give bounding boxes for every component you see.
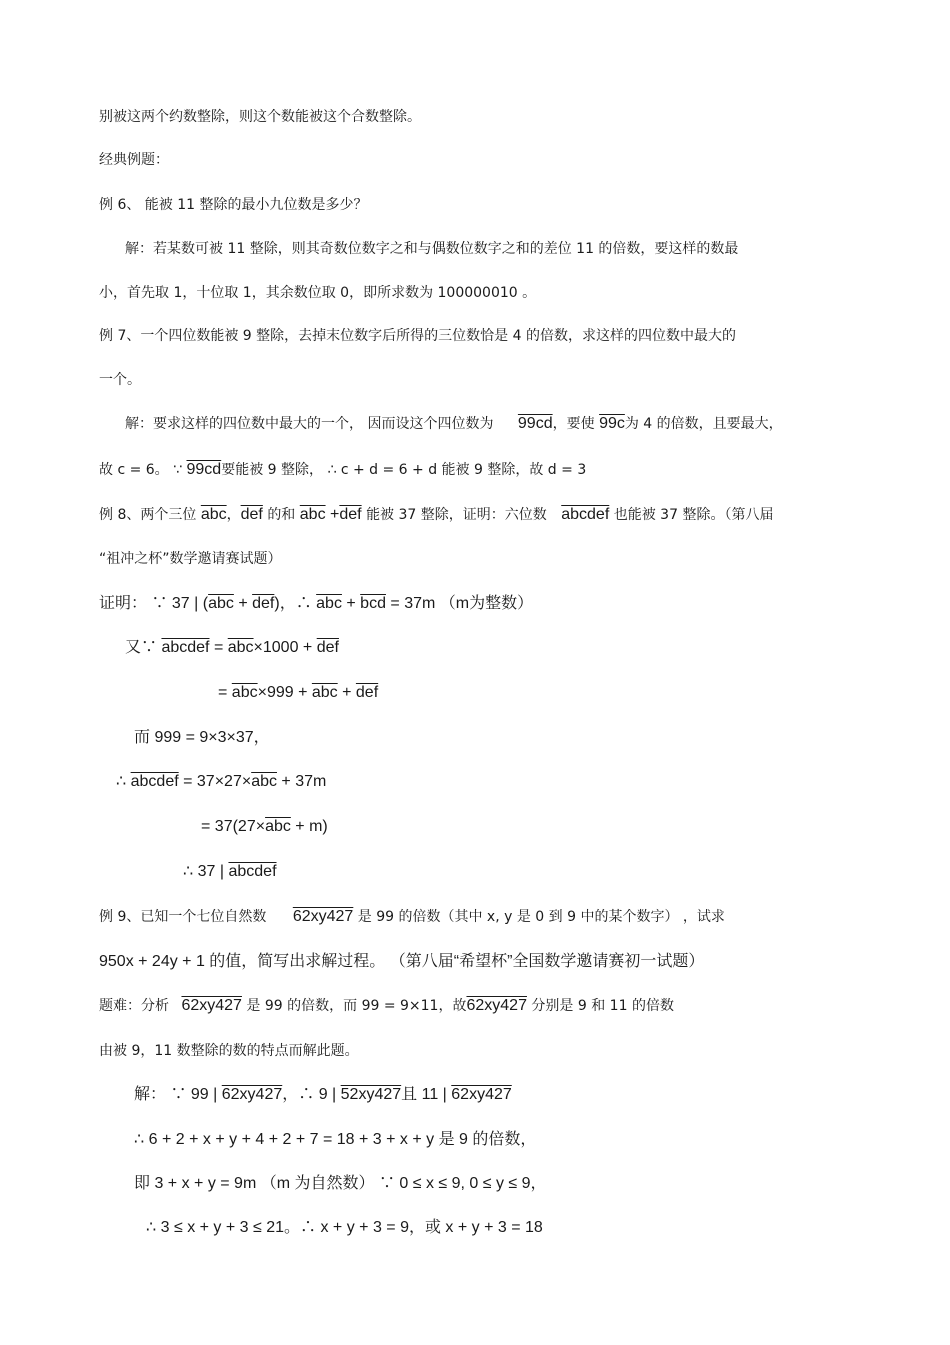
text-segment: + m) xyxy=(290,818,328,835)
proof-line-6 xyxy=(201,817,328,837)
example-6-title: 例 6、 能被 11 整除的最小九位数是多少？ xyxy=(99,197,368,213)
text-segment: 是 99 的倍数，而 99 = 9×11，故 xyxy=(246,998,467,1014)
overlined-number: 99cd xyxy=(186,461,222,478)
overlined-number: 52xy427 xyxy=(340,1086,402,1103)
overlined-number: $\overline{abc}$ xyxy=(316,595,342,612)
overlined-number: abcdef xyxy=(228,863,277,880)
overlined-number: $\overline{abc}$ xyxy=(231,684,258,701)
overlined-number: 99cd xyxy=(517,415,553,432)
text-segment: ，要使 xyxy=(552,416,595,432)
overlined-number: $\overline{abc}$ xyxy=(251,773,277,790)
text-segment: 也能被 37 整除。（第八届 xyxy=(613,507,774,523)
overlined-number: 62xy427 xyxy=(451,1086,512,1103)
section-heading: 经典例题： xyxy=(99,152,169,168)
proof-line-4: 而 999 = 9×3×37， xyxy=(134,729,270,746)
text-segment: + 37m xyxy=(276,773,327,790)
analysis-line-1 xyxy=(99,996,674,1016)
text-segment: ∴ xyxy=(116,773,131,790)
example-9-title xyxy=(99,907,725,927)
proof-line-2 xyxy=(125,638,339,658)
overlined-number: 62xy427 xyxy=(181,997,242,1014)
text-segment: 例 9、已知一个七位自然数 xyxy=(99,909,267,925)
overlined-number: $\overline{def}$ xyxy=(316,639,339,656)
overlined-number: 99c xyxy=(599,415,625,432)
overlined-number: $\overline{def}$ xyxy=(252,595,275,612)
text-segment: ×1000 + xyxy=(253,639,317,656)
text-segment: + xyxy=(341,595,361,612)
solution-7-line-1 xyxy=(125,414,783,434)
overlined-number: 62xy427 xyxy=(292,908,354,925)
overlined-number: $\overline{abc}$ xyxy=(227,639,254,656)
text-segment: + xyxy=(233,595,253,612)
overlined-number: $\overline{bcd}$ xyxy=(360,595,386,612)
example-7-title: 例 7、一个四位数能被 9 整除，去掉末位数字后所得的三位数恰是 4 的倍数，求这样的四位数中最大的 xyxy=(99,328,736,344)
solution-7-line-2 xyxy=(99,460,586,480)
text-segment: 解：要求这样的四位数中最大的一个， 因而设这个四位数为 xyxy=(125,416,494,432)
example-9-title-cont xyxy=(99,952,704,972)
text-segment: ∴ 37 | xyxy=(183,863,229,880)
proof-line-7 xyxy=(183,862,277,882)
text-segment: 又∵ xyxy=(125,639,162,656)
overlined-number: $\overline{abc}$ xyxy=(208,595,234,612)
text-segment: 的和 xyxy=(267,507,296,523)
text-segment: + xyxy=(330,506,340,523)
text-segment: 是 99 的倍数（其中 x, y 是 0 到 9 中的某个数字） ，试求 xyxy=(357,909,725,925)
text-segment: 要能被 9 整除， ∴ c + d = 6 + d 能被 9 整除，故 d = 3 xyxy=(221,462,587,478)
solution-6-line-2: 小，首先取 1，十位取 1，其余数位取 0，即所求数为 100000010 。 xyxy=(99,285,537,301)
overlined-number: $\overline{def}$ xyxy=(355,684,379,701)
text-segment: = xyxy=(218,684,232,701)
text-segment: 例 8、两个三位 xyxy=(99,507,197,523)
proof-line-3 xyxy=(218,683,378,703)
text-segment: 证明： ∵ 37 | ( xyxy=(99,595,209,612)
example-8-title xyxy=(99,505,773,525)
overlined-number: 62xy427 xyxy=(466,997,527,1014)
text-segment: 950x + 24y + 1 的值，简写出求解过程。 （第八届“希望杯”全国数学邀请赛初一试题） xyxy=(99,953,705,970)
solution-9-line-2: ∴ 6 + 2 + x + y + 4 + 2 + 7 = 18 + 3 + x + y 是 9 的倍数， xyxy=(134,1131,537,1148)
analysis-line-2: 由被 9，11 数整除的数的特点而解此题。 xyxy=(99,1043,359,1059)
text-segment: 能被 37 整除，证明：六位数 xyxy=(366,507,547,523)
overlined-number: $\overline{abc}$ xyxy=(311,684,338,701)
text-segment: )，∴ xyxy=(274,595,317,612)
text-line: 别被这两个约数整除，则这个数能被这个合数整除。 xyxy=(99,109,421,125)
text-segment: 分别是 9 和 11 的倍数 xyxy=(531,998,674,1014)
text-segment: = 37m （m为整数） xyxy=(385,595,534,612)
text-segment: = 37×27× xyxy=(178,773,252,790)
text-segment: 故 c = 6。 ∵ xyxy=(99,462,183,478)
overlined-number: abcdef xyxy=(561,506,610,523)
overlined-number: abcdef xyxy=(130,773,179,790)
example-8-source: “祖冲之杯”数学邀请赛试题） xyxy=(99,551,282,567)
overlined-number: $\overline{abc}$ xyxy=(265,818,291,835)
overlined-number: abcdef xyxy=(161,639,210,656)
overlined-number: $\overline{abc}$ xyxy=(200,506,227,523)
overlined-number: $\overline{def}$ xyxy=(240,506,263,523)
text-segment: = xyxy=(209,639,228,656)
text-segment: ，∴ 9 | xyxy=(282,1086,341,1103)
text-segment: + xyxy=(337,684,356,701)
overlined-number: 62xy427 xyxy=(221,1086,283,1103)
solution-9-line-4: ∴ 3 ≤ x + y + 3 ≤ 21。∴ x + y + 3 = 9，或 x + y + 3 = 18 xyxy=(146,1219,543,1236)
text-segment: 且 11 | xyxy=(401,1086,452,1103)
example-7-title-cont: 一个。 xyxy=(99,372,141,388)
text-segment: 解： ∵ 99 | xyxy=(134,1086,222,1103)
text-segment: = 37(27× xyxy=(201,818,266,835)
solution-9-line-3: 即 3 + x + y = 9m （m 为自然数） ∵ 0 ≤ x ≤ 9, 0 ≤ y ≤ 9， xyxy=(134,1175,547,1192)
text-segment: 题难：分析 xyxy=(99,998,169,1014)
proof-line-5 xyxy=(116,772,326,792)
solution-6-line-1: 解：若某数可被 11 整除，则其奇数位数字之和与偶数位数字之和的差位 11 的倍数，要这样的数最 xyxy=(125,241,739,257)
overlined-number: $\overline{def}$ xyxy=(339,506,362,523)
text-segment: 为 4 的倍数，且要最大， xyxy=(624,416,783,432)
text-segment: ， xyxy=(226,507,241,523)
text-segment: ×999 + xyxy=(257,684,312,701)
overlined-number: $\overline{abc}$ xyxy=(299,506,326,523)
solution-9-line-1 xyxy=(134,1085,512,1105)
proof-line-1 xyxy=(99,594,533,614)
